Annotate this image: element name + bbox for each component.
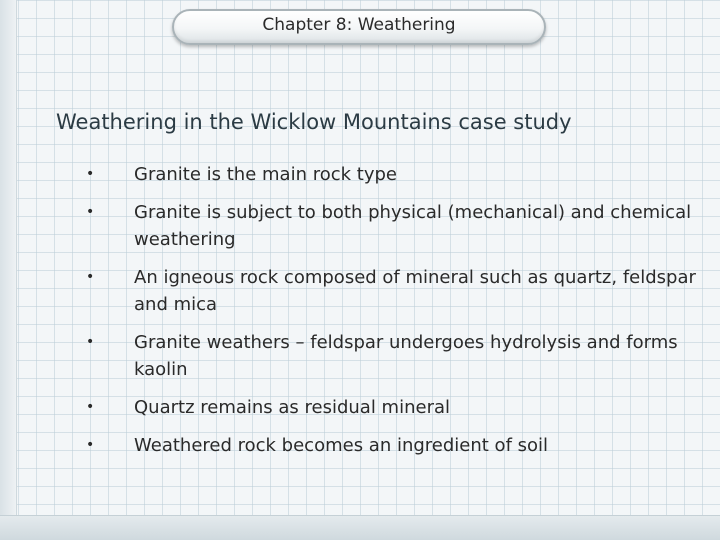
bullet-dot-icon: • [86,269,95,285]
chapter-title-tab [172,9,546,45]
bullet-item [86,432,696,459]
bullet-dot-icon: • [86,204,95,220]
bullet-dot-icon: • [86,334,95,350]
bullet-dot-icon: • [86,437,95,453]
bullet-list [86,161,696,470]
bullet-text: Weathered rock becomes an ingredient of soil [134,435,549,456]
bullet-dot-icon: • [86,166,95,182]
bullet-text: Quartz remains as residual mineral [134,397,451,418]
bottom-edge-bar [0,515,720,540]
bullet-item [86,329,696,383]
bullet-item [86,264,696,318]
bullet-text: Granite weathers – feldspar undergoes hydrolysis and forms kaolin [134,332,678,380]
bullet-text: Granite is subject to both physical (mechanical) and chemical weathering [134,202,692,250]
bullet-item [86,161,696,188]
bullet-text: Granite is the main rock type [134,164,397,185]
bullet-item [86,199,696,253]
chapter-title: Chapter 8: Weathering [262,15,456,35]
left-edge-bar [0,0,17,540]
bullet-text: An igneous rock composed of mineral such as quartz, feldspar and mica [134,267,696,315]
bullet-item [86,394,696,421]
bullet-dot-icon: • [86,399,95,415]
slide-heading: Weathering in the Wicklow Mountains case study [56,110,572,134]
